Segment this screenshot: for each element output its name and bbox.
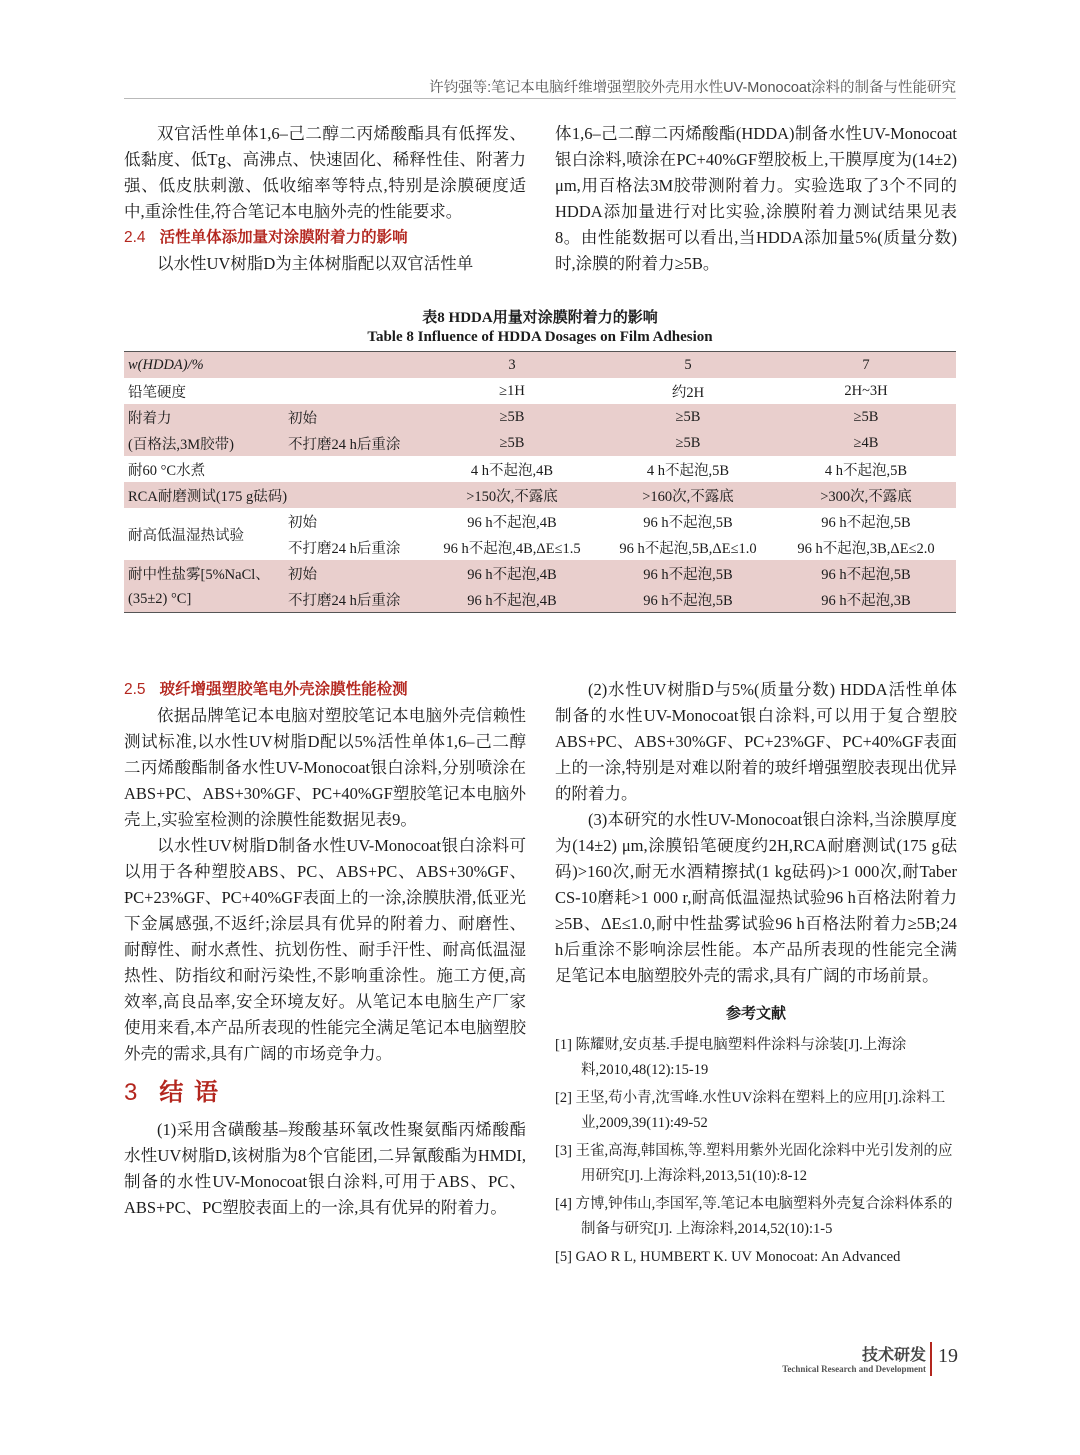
header-cell: 3 [424, 352, 600, 379]
table-cell: ≥5B [600, 430, 776, 456]
table-cell: >150次,不露底 [424, 482, 600, 508]
header-cell: 5 [600, 352, 776, 379]
header-cell: 7 [776, 352, 956, 379]
row-sublabel: 初始 [284, 560, 424, 586]
row-sublabel: 不打磨24 h后重涂 [284, 586, 424, 613]
table-cell: ≥5B [600, 404, 776, 430]
paragraph: (3)本研究的水性UV-Monocoat银白涂料,当涂膜厚度为(14±2) μm,涂膜铅笔硬度约2H,RCA耐磨测试(175 g砝码)>160次,耐无水酒精擦拭(1 kg砝码)>1 000次,耐Taber CS-10磨耗>1 000 r,耐高低温湿热试验96 h百格法附着力≥5B、ΔE≤1.0,耐中性盐雾试验96 h百格法附着力≥5B;24 h后重涂不影响涂层性能。本产品所表现的性能完全满足笔记本电脑塑胶外壳的需求,具有广阔的市场前景。 [555, 810, 957, 985]
table-row [124, 378, 956, 404]
row-label: RCA耐磨测试(175 g砝码) [124, 482, 424, 508]
paragraph: (2)水性UV树脂D与5%(质量分数) HDDA活性单体制备的水性UV-Monocoat银白涂料,可以用于复合塑胶ABS+PC、ABS+30%GF、PC+23%GF、PC+40%GF表面上的一涂,特别是对难以附着的玻纤增强塑胶表现出优异的附着力。 [555, 680, 957, 803]
row-label: 铅笔硬度 [128, 384, 186, 401]
table-row [124, 456, 956, 482]
references-title: 参考文献 [725, 1006, 786, 1022]
table-cell: 4 h不起泡,5B [824, 462, 908, 479]
section-number: 2.5 [124, 681, 146, 698]
header-label: w(HDDA)/% [124, 352, 424, 379]
page-number: 19 [938, 1345, 958, 1367]
table-cell: ≥5B [424, 430, 600, 456]
reference-item: [2] 王坚,苟小青,沈雪峰.水性UV涂料在塑料上的应用[J].涂料工业,2009,39(11):49-52 [555, 1090, 946, 1131]
section-title: 玻纤增强塑胶笔电外壳涂膜性能检测 [159, 681, 408, 698]
section-heading-2-5 [124, 677, 526, 703]
paragraph: 双官活性单体1,6–己二醇二丙烯酸酯具有低挥发、低黏度、低Tg、高沸点、快速固化、稀释性佳、附著力强、低皮肤刺激、低收缩率等特点,特别是涂膜硬度适中,重涂性佳,符合笔记本电脑外壳的性能要求。 [124, 124, 526, 221]
data-table [124, 351, 956, 613]
table-cell: 96 h不起泡,5B [776, 560, 956, 586]
header-rule [124, 98, 956, 99]
reference-item: [4] 方博,钟伟山,李国军,等.笔记本电脑塑料外壳复合涂料体系的制备与研究[J]. 上海涂料,2014,52(10):1-5 [555, 1196, 953, 1237]
footer-section-name-en: Technical Research and Development [782, 1364, 926, 1374]
table-cell: >160次,不露底 [600, 482, 776, 508]
table-cell: 4 h不起泡,5B [646, 462, 730, 479]
section-heading-2-4 [124, 225, 526, 251]
table-row [124, 430, 956, 456]
row-sublabel: 初始 [288, 514, 317, 531]
table-cell: ≥4B [776, 430, 956, 456]
section-title: 活性单体添加量对涂膜附着力的影响 [159, 229, 408, 246]
reference-item: [1] 陈耀财,安贞基.手提电脑塑料件涂料与涂装[J].上海涂料,2010,48(12):15-19 [555, 1037, 907, 1078]
table-cell: ≥1H [499, 382, 525, 399]
table-cell: 96 h不起泡,3B,ΔE≤2.0 [797, 540, 935, 557]
paragraph: 以水性UV树脂D为主体树脂配以双官活性单 [157, 254, 474, 273]
table-row [124, 482, 956, 508]
table-cell: 2H~3H [844, 382, 888, 399]
row-label: 耐高低温湿热试验 [128, 527, 244, 544]
table-row [124, 586, 956, 613]
row-sublabel: 初始 [284, 404, 424, 430]
footer-divider [930, 1342, 932, 1376]
left-column-top [124, 121, 526, 277]
section-heading-3 [124, 1073, 526, 1113]
section-number: 3 [124, 1079, 140, 1106]
row-label: 耐中性盐雾[5%NaCl、 [124, 560, 284, 586]
table-row [124, 404, 956, 430]
paragraph: 体1,6–己二醇二丙烯酸酯(HDDA)制备水性UV-Monocoat银白涂料,喷涂在PC+40%GF塑胶板上,干膜厚度为(14±2) μm,用百格法3M胶带测附着力。实验选取了3个不同的HDDA添加量进行对比实验,涂膜附着力测试结果见表8。由性能数据可以看出,当HDDA添加量5%(质量分数)时,涂膜的附着力≥5B。 [555, 124, 957, 273]
section-title: 结 语 [159, 1079, 221, 1106]
row-label: 附着力 [124, 404, 284, 430]
row-sublabel: 不打磨24 h后重涂 [288, 540, 401, 557]
table-row [124, 560, 956, 586]
table-header-row [124, 352, 956, 379]
table-cell: 96 h不起泡,5B [643, 514, 733, 531]
table-cell: >300次,不露底 [776, 482, 956, 508]
table-cell: 96 h不起泡,4B [424, 586, 600, 613]
table-row [124, 508, 956, 534]
table-cell: 96 h不起泡,3B [776, 586, 956, 613]
paragraph: (1)采用含磺酸基–羧酸基环氧改性聚氨酯丙烯酸酯水性UV树脂D,该树脂为8个官能团,二异氰酸酯为HMDI,制备的水性UV-Monocoat银白涂料,可用于ABS、PC、ABS+PC、PC塑胶表面上的一涂,具有优异的附着力。 [124, 1120, 526, 1217]
right-column-top [555, 121, 957, 277]
paragraph: 以水性UV树脂D制备水性UV-Monocoat银白涂料可以用于各种塑胶ABS、PC、ABS+PC、ABS+30%GF、PC+23%GF、PC+40%GF表面上的一涂,涂膜肤滑,低亚光下金属感强,不返纤;涂层具有优异的附着力、耐磨性、耐醇性、耐水煮性、抗划伤性、耐手汗性、耐高低温湿热性、防指纹和耐污染性,不影响重涂性。施工方便,高效率,高良品率,安全环境友好。从笔记本电脑生产厂家使用来看,本产品所表现的性能完全满足笔记本电脑塑胶外壳的需求,具有广阔的市场竞争力。 [124, 836, 526, 1063]
table-cell: 96 h不起泡,4B,ΔE≤1.5 [443, 540, 581, 557]
row-label: 耐60 °C水煮 [128, 462, 206, 479]
reference-item: [5] GAO R L, HUMBERT K. UV Monocoat: An Advanced [555, 1249, 901, 1265]
row-label: (35±2) °C] [124, 586, 284, 613]
table-caption-en: Table 8 Influence of HDDA Dosages on Film Adhesion [367, 329, 713, 345]
row-label: (百格法,3M胶带) [124, 430, 284, 456]
table-cell: 96 h不起泡,4B [467, 514, 557, 531]
table-cell: 约2H [671, 384, 705, 401]
reference-item: [3] 王雀,高海,韩国栋,等.塑料用紫外光固化涂料中光引发剂的应用研究[J].上海涂料,2013,51(10):8-12 [555, 1143, 953, 1184]
row-sublabel: 不打磨24 h后重涂 [284, 430, 424, 456]
section-number: 2.4 [124, 229, 146, 246]
table-cell: ≥5B [424, 404, 600, 430]
table-cell: 96 h不起泡,4B [424, 560, 600, 586]
table-cell: 96 h不起泡,5B [821, 514, 911, 531]
table-cell: 96 h不起泡,5B [600, 586, 776, 613]
table-caption-cn: 表8 HDDA用量对涂膜附着力的影响 [422, 310, 658, 326]
paragraph: 依据品牌笔记本电脑对塑胶笔记本电脑外壳信赖性测试标准,以水性UV树脂D配以5%活性单体1,6–己二醇二丙烯酸酯制备水性UV-Monocoat银白涂料,分别喷涂在ABS+PC、ABS+30%GF、PC+40%GF塑胶笔记本电脑外壳上,实验室检测的涂膜性能数据见表9。 [124, 706, 526, 829]
table-cell: 96 h不起泡,5B,ΔE≤1.0 [619, 540, 757, 557]
table-cell: 96 h不起泡,5B [600, 560, 776, 586]
right-column-bottom [555, 677, 957, 1273]
left-column-bottom [124, 677, 526, 1221]
running-header: 许钧强等:笔记本电脑纤维增强塑胶外壳用水性UV-Monocoat涂料的制备与性能研究 [429, 80, 956, 96]
table-cell: ≥5B [776, 404, 956, 430]
table-cell: 4 h不起泡,4B [470, 462, 554, 479]
footer-section-name: 技术研发 [861, 1347, 926, 1364]
